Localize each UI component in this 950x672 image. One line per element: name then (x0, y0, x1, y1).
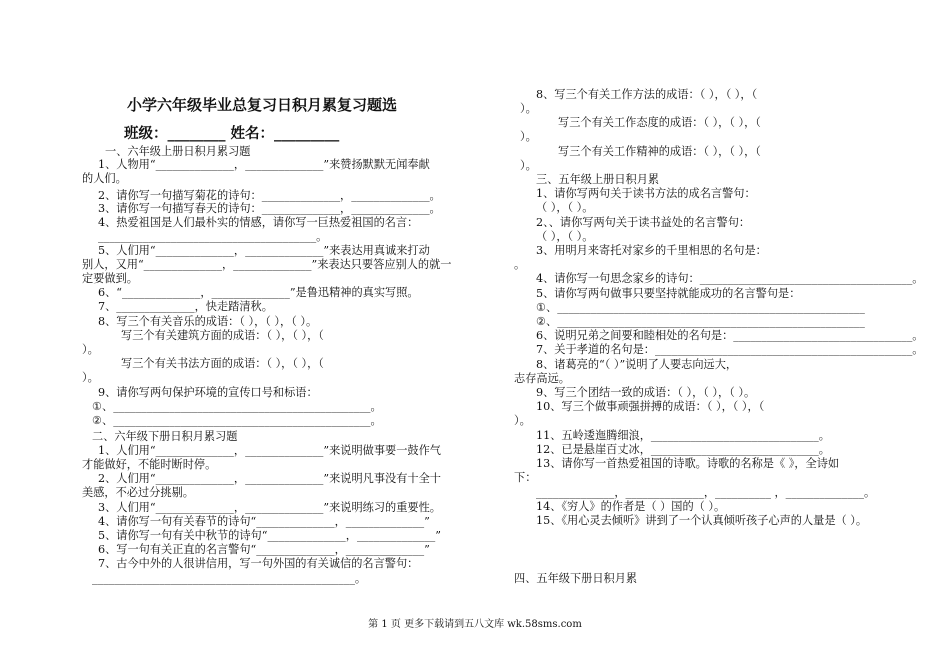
question-line: 1、人们用“______________，______________”来说明做事要一鼓作气 (98, 444, 441, 457)
question-line: ）。 (82, 371, 99, 384)
question-line: 6、“______________，______________”是鲁迅精神的真实写照。 (98, 286, 419, 299)
section-heading: 二、六年级下册日积月累习题 (92, 430, 238, 443)
question-line: 9、请你写两句保护环境的宣传口号和标语： (98, 386, 318, 399)
answer-line: _______________________________________。 (98, 230, 328, 243)
question-line: 2、人们用“______________，______________”来说明凡事没有十全十 (98, 472, 441, 485)
question-line: 4、热爱祖国是人们最朴实的情感，请你写一巨热爱祖国的名言： (98, 216, 419, 229)
question-line: 4、请你写一句思念家乡的诗句：______________________________________。 (536, 272, 924, 285)
question-line: 写三个有关工作精神的成语：（ ），（ ），（ (558, 145, 761, 158)
question-line: 4、请你写一句有关春节的诗句“______________，______________” (98, 515, 430, 528)
question-line: ）。 (514, 414, 531, 427)
answer-line: ②、_______________________________________________________ (536, 315, 865, 328)
question-line: 7、古今中外的人很讲信用，写一句外国的有关诚信的名言警句： (98, 557, 419, 570)
answer-line: 。 (514, 258, 526, 271)
question-line: 美感，不必过分挑剔。 (82, 486, 194, 499)
question-line: 13、请你写一首热爱祖国的诗歌。诗歌的名称是《 》，全诗如 (536, 457, 840, 470)
question-line: 7、______________，快走踏清秋。 (98, 300, 273, 313)
answer-line: ______________，______________，__________ ，______________。 (536, 486, 876, 499)
question-line: 8、写三个有关音乐的成语：（ ），（ ），（ ）。 (98, 315, 318, 328)
question-line: 6、说明兄弟之间要和睦相处的名句是：________________________________。 (536, 329, 924, 342)
question-line: 才能做好，不能时断时停。 (82, 458, 217, 471)
question-line: ）。 (520, 130, 537, 143)
question-line: 5、请你写一句有关中秋节的诗句“______________，______________” (98, 529, 441, 542)
answer-line: ①、______________________________________________。 (92, 400, 382, 413)
question-line: ）。 (520, 102, 537, 115)
question-line: 5、人们用“______________，______________”来表达用真诚来打动 (98, 244, 430, 257)
question-line: 9、写三个团结一致的成语：（ ），（ ），（ ）。 (536, 386, 756, 399)
question-line: 3、用明月来寄托对家乡的千里相思的名句是： (536, 244, 767, 257)
section-heading: 四、五年级下册日积月累 (514, 572, 638, 585)
question-line: 的人们。 (82, 172, 127, 185)
section-heading: 一、六年级上册日积月累习题 (105, 145, 251, 158)
question-line: 定要做到。 (82, 272, 138, 285)
question-line: 写三个有关书法方面的成语：（ ），（ ），（ (121, 357, 324, 370)
question-line: 14、《穷人》的作者是（ ）国的（ ）。 (536, 500, 726, 513)
answer-line: ②、______________________________________________。 (92, 414, 382, 427)
document-title: 小学六年级毕业总复习日积月累复习题选 (127, 96, 398, 114)
question-line: 15、《用心灵去倾听》讲到了一个认真倾听孩子心声的人量是（ ）。 (536, 514, 868, 527)
answer-line: （ ），（ ）。 (536, 201, 594, 214)
question-line: 1、请你写两句关于读书方法的成名言警句： (536, 187, 756, 200)
question-line: 10、写三个做事顽强拼搏的成语：（ ），（ ），（ (536, 400, 765, 413)
question-line: 2、请你写一句描写菊花的诗句：______________，______________。 (98, 189, 441, 202)
question-line: ）。 (82, 343, 99, 356)
question-line: 下： (514, 471, 537, 484)
question-line: 3、请你写一句描写春天的诗句：______________，______________。 (98, 202, 441, 215)
question-line: 别人，又用“______________，______________”来表达只要答应别人的就一 (82, 258, 452, 271)
question-line: ）。 (520, 159, 537, 172)
page-footer: 第 1 页 更多下载请到五八文库 wk.58sms.com (368, 619, 582, 630)
class-name-line: 班级：________ 姓名：_________ (124, 126, 340, 142)
question-line: 志存高远。 (514, 372, 570, 385)
question-line: 2、、请你写两句关于读书益处的名言警句： (536, 216, 751, 229)
question-line: 写三个有关工作态度的成语：（ ），（ ），（ (558, 116, 761, 129)
answer-line: （ ），（ ）。 (536, 230, 594, 243)
question-line: 11、五岭逶迤腾细浪，______________________________。 (536, 429, 830, 442)
answer-line: _______________________________________________。 (92, 572, 367, 585)
question-line: 8、诸葛亮的“（ ）”说明了人要志向远大， (536, 358, 738, 371)
question-line: 5、请你写两句做事只要坚持就能成功的名言警句是： (536, 287, 801, 300)
question-line: 7、关于孝道的名句是：______________________________________________。 (536, 343, 924, 356)
question-line: 6、写一句有关正直的名言警句“______________，______________” (98, 543, 430, 556)
question-line: 12、已是悬崖百丈冰，______________________________。 (536, 443, 830, 456)
question-line: 1、人物用“______________，______________”来赞扬默默无闻奉献 (98, 158, 430, 171)
section-heading: 三、五年级上册日积月累 (536, 173, 660, 186)
question-line: 3、人们用“______________，______________”来说明练习的重要性。 (98, 501, 441, 514)
answer-line: ①、_______________________________________________________ (536, 301, 865, 314)
question-line: 写三个有关建筑方面的成语：（ ），（ ），（ (121, 329, 324, 342)
question-line: 8、写三个有关工作方法的成语：（ ），（ ），（ (536, 88, 758, 101)
